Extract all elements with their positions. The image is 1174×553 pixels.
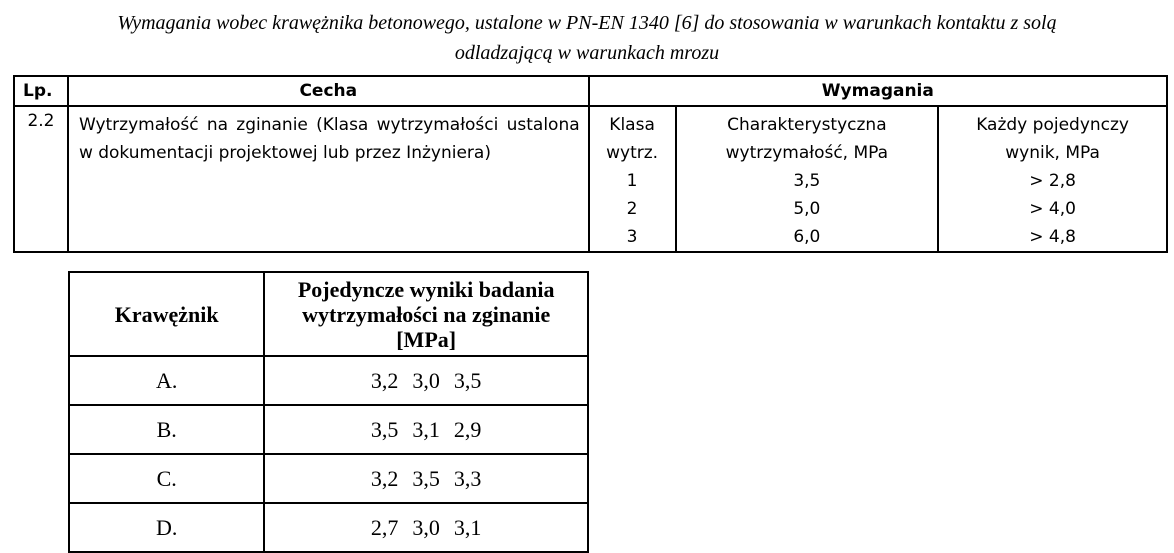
header-wyniki-line-3: [MPa] — [396, 326, 457, 352]
char-value-3: 6,0 — [793, 227, 821, 247]
result-value: 2,7 — [370, 514, 399, 540]
result-value: 3,1 — [453, 514, 482, 540]
table-row — [69, 503, 588, 552]
results-header-row — [69, 272, 588, 356]
klasa-value-1: 1 — [626, 171, 638, 191]
klasa-line-1: Klasa — [609, 115, 655, 135]
row-label: C. — [69, 454, 264, 503]
requirements-table — [13, 75, 1168, 253]
requirements-row — [14, 106, 1167, 252]
header-wyniki-line-2: wytrzymałości na zginanie — [302, 301, 551, 327]
header-cecha: Cecha — [68, 76, 589, 106]
table-caption — [0, 8, 1174, 68]
result-value: 3,0 — [412, 514, 440, 540]
header-kraweznik: Krawężnik — [69, 272, 264, 356]
result-value: 3,5 — [412, 465, 440, 491]
row-values — [264, 454, 588, 503]
result-value: 3,1 — [412, 416, 440, 442]
wynik-value-3: > 4,8 — [1029, 227, 1076, 247]
wynik-line-2: wynik, MPa — [1005, 143, 1100, 163]
char-value-1: 3,5 — [793, 171, 821, 191]
wynik-line-1: Każdy pojedynczy — [976, 115, 1129, 135]
result-value: 3,5 — [370, 416, 399, 442]
requirements-header-row — [14, 76, 1167, 106]
result-value: 3,2 — [370, 367, 399, 393]
caption-line-1: Wymagania wobec krawężnika betonowego, ustalone w PN-EN 1340 [6] do stosowania w warunkach kontaktu z solą — [117, 12, 1057, 34]
char-line-1: Charakterystyczna — [727, 115, 887, 135]
char-value-2: 5,0 — [793, 199, 821, 219]
row-label: A. — [69, 356, 264, 405]
column-charakterystyczna — [676, 106, 939, 252]
result-value: 2,9 — [453, 416, 482, 442]
header-wyniki — [264, 272, 588, 356]
row-values — [264, 405, 588, 454]
table-row — [69, 405, 588, 454]
caption-line-2: odladzającą w warunkach mrozu — [454, 42, 720, 64]
klasa-line-2: wytrz. — [606, 143, 659, 163]
klasa-value-3: 3 — [626, 227, 638, 247]
row-lp: 2.2 — [14, 106, 68, 252]
wynik-value-1: > 2,8 — [1029, 171, 1076, 191]
column-wynik — [938, 106, 1167, 252]
klasa-value-2: 2 — [626, 199, 638, 219]
row-label: B. — [69, 405, 264, 454]
header-wyniki-line-1: Pojedyncze wyniki badania — [297, 276, 555, 302]
results-table — [68, 271, 589, 553]
header-lp: Lp. — [14, 76, 68, 106]
row-feature: Wytrzymałość na zginanie (Klasa wytrzymałości ustalona w dokumentacji projektowej lub przez Inżyniera) — [68, 106, 589, 252]
wynik-value-2: > 4,0 — [1029, 199, 1076, 219]
table-row — [69, 454, 588, 503]
row-label: D. — [69, 503, 264, 552]
char-line-2: wytrzymałość, MPa — [725, 143, 889, 163]
result-value: 3,5 — [453, 367, 482, 393]
result-value: 3,3 — [453, 465, 482, 491]
row-values — [264, 503, 588, 552]
result-value: 3,0 — [412, 367, 440, 393]
table-row — [69, 356, 588, 405]
result-value: 3,2 — [370, 465, 399, 491]
column-klasa — [589, 106, 676, 252]
row-values — [264, 356, 588, 405]
header-wymagania: Wymagania — [589, 76, 1167, 106]
